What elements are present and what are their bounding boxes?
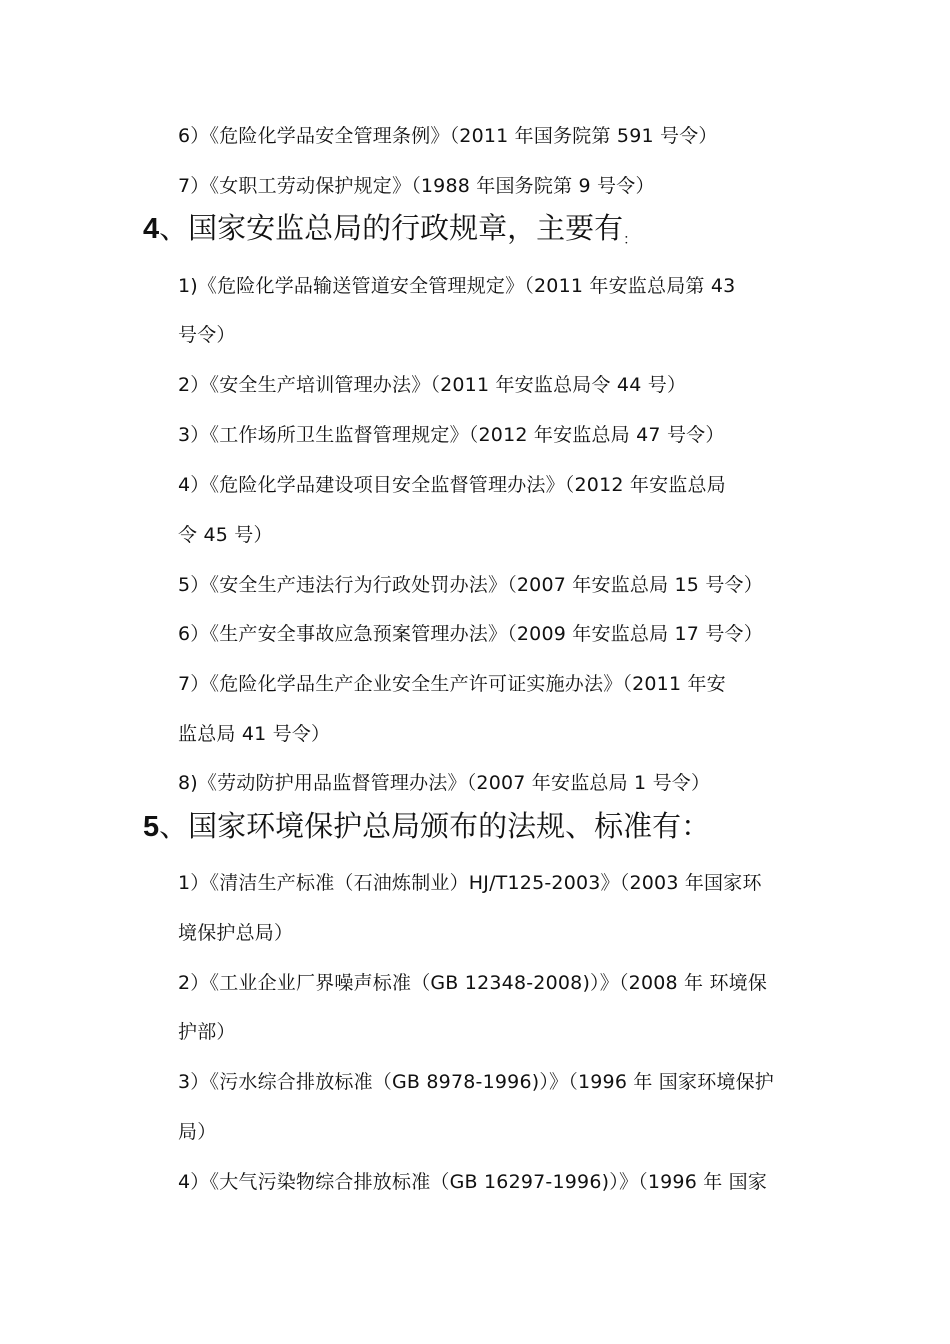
list-item: 2）《安全生产培训管理办法》（2011 年安监总局令 44 号） [178,374,687,396]
list-item: 1)《危险化学品输送管道安全管理规定》（2011 年安监总局第 43 [178,275,736,297]
list-item-continuation: 局） [178,1121,217,1143]
list-item: 8)《劳动防护用品监督管理办法》（2007 年安监总局 1 号令） [178,772,711,794]
list-item: 6）《生产安全事故应急预案管理办法》（2009 年安监总局 17 号令） [178,623,763,645]
list-item: 7）《女职工劳动保护规定》（1988 年国务院第 9 号令） [178,175,655,197]
list-item-continuation: 监总局 41 号令） [178,723,331,745]
section-heading-5 [143,808,823,845]
section-title: 、国家环境保护总局颁布的法规、标准有： [159,809,711,843]
list-item: 1）《清洁生产标准（石油炼制业）HJ/T125-2003》（2003 年国家环 [178,872,762,894]
section-colon: ： [623,232,638,248]
list-item: 7）《危险化学品生产企业安全生产许可证实施办法》（2011 年安 [178,673,726,695]
list-item: 3）《工作场所卫生监督管理规定》（2012 年安监总局 47 号令） [178,424,725,446]
section-title: 、国家安监总局的行政规章，主要有 [159,211,624,245]
list-item: 5）《安全生产违法行为行政处罚办法》（2007 年安监总局 15 号令） [178,574,763,596]
list-item: 2）《工业企业厂界噪声标准（GB 12348-2008)）》（2008 年 环境保 [178,972,768,994]
section-number: 4 [143,213,160,245]
list-item-continuation: 号令） [178,324,236,346]
list-item: 4）《危险化学品建设项目安全监督管理办法》（2012 年安监总局 [178,474,726,496]
list-item: 6）《危险化学品安全管理条例》（2011 年国务院第 591 号令） [178,125,718,147]
list-item-continuation: 境保护总局） [178,922,294,944]
list-item: 3）《污水综合排放标准（GB 8978-1996)）》（1996 年 国家环境保护 [178,1071,774,1093]
list-item-continuation: 令 45 号） [178,524,273,546]
list-item-continuation: 护部） [178,1021,236,1043]
section-number: 5 [143,811,160,843]
section-heading-4 [143,210,823,258]
list-item: 4）《大气污染物综合排放标准（GB 16297-1996)）》（1996 年 国家 [178,1171,768,1193]
